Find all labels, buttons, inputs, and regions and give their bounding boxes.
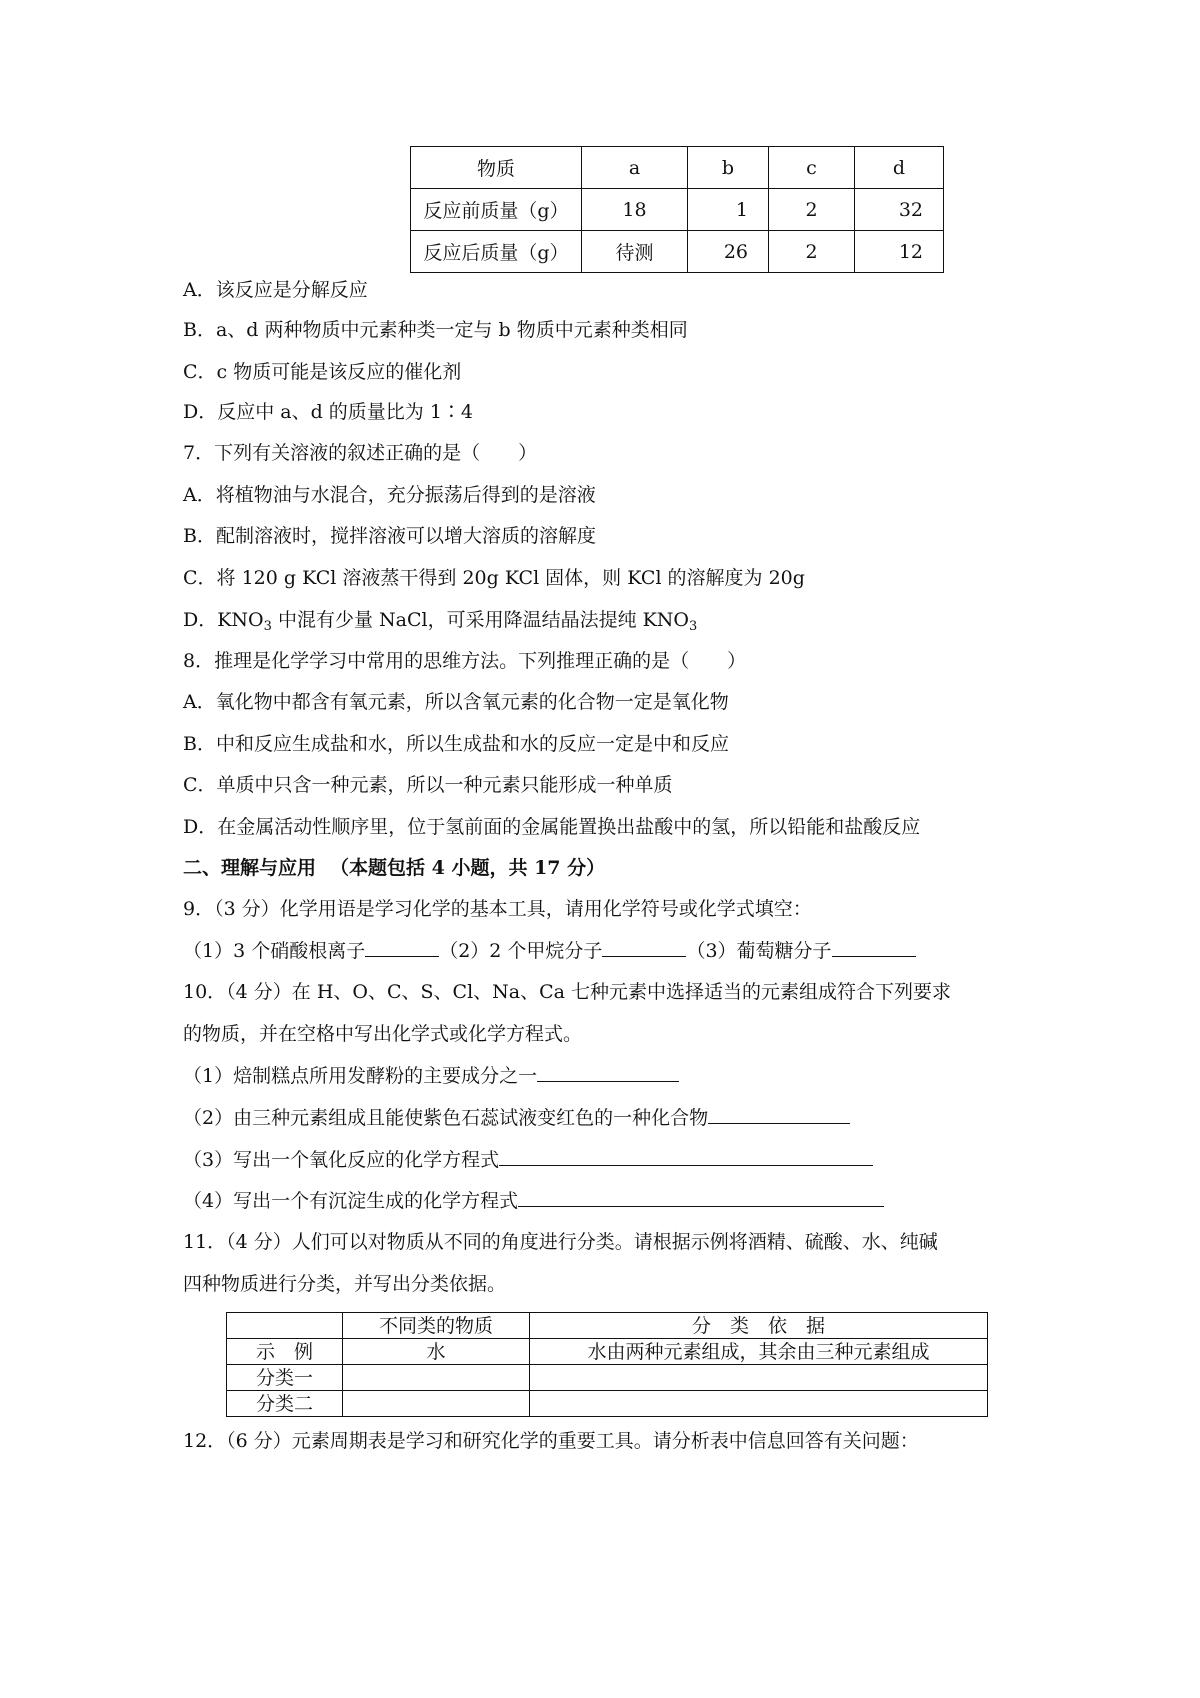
classification-table-row: [227, 1391, 988, 1417]
classification-table-header-cell: [227, 1313, 343, 1339]
q9-part-1: （1）3 个硝酸根离子: [183, 940, 366, 962]
answer-blank[interactable]: [708, 1105, 850, 1124]
classification-table-header-row: [227, 1313, 988, 1339]
q8-option-c: C．单质中只含一种元素，所以一种元素只能形成一种单质: [183, 774, 673, 796]
answer-blank[interactable]: [537, 1063, 679, 1082]
q6-option-a: A．该反应是分解反应: [183, 279, 368, 301]
classification-table-cell: 水由两种元素组成，其余由三种元素组成: [530, 1339, 988, 1365]
mass-table-header-cell: d: [855, 147, 944, 189]
answer-blank[interactable]: [365, 938, 439, 957]
section-heading: [183, 856, 605, 880]
answer-blank[interactable]: [602, 938, 686, 957]
q10-part-2-text: （2）由三种元素组成且能使紫色石蕊试液变红色的一种化合物: [183, 1107, 709, 1129]
q8-option-b: B．中和反应生成盐和水，所以生成盐和水的反应一定是中和反应: [183, 733, 729, 755]
q8-stem: 8．推理是化学学习中常用的思维方法。下列推理正确的是（ ）: [183, 650, 747, 672]
section-note: （本题包括 4 小题，共 17 分）: [330, 857, 606, 879]
q10-part-2: [183, 1105, 850, 1130]
q7-option-c: C．将 120 g KCl 溶液蒸干得到 20g KCl 固体，则 KCl 的溶解度为 20g: [183, 567, 805, 589]
mass-table-cell: 2: [769, 189, 855, 231]
q10-part-1-text: （1）焙制糕点所用发酵粉的主要成分之一: [183, 1065, 538, 1087]
mass-table-cell: 1: [688, 189, 769, 231]
q12-stem: 12．（6 分）元素周期表是学习和研究化学的重要工具。请分析表中信息回答有关问题：: [183, 1430, 919, 1452]
q10-part-4: [183, 1188, 884, 1213]
answer-cell[interactable]: [343, 1365, 530, 1391]
classification-table: [226, 1312, 988, 1417]
mass-table-header-row: [411, 147, 944, 189]
classification-table-cell: 示 例: [227, 1339, 343, 1365]
q10-part-4-text: （4）写出一个有沉淀生成的化学方程式: [183, 1190, 519, 1212]
answer-blank[interactable]: [499, 1147, 873, 1166]
mass-table-cell: 18: [582, 189, 688, 231]
q9-part-3: （3）葡萄糖分子: [686, 940, 832, 962]
q9-part-2: （2）2 个甲烷分子: [439, 940, 603, 962]
classification-table-cell: 分类二: [227, 1391, 343, 1417]
subscript: 3: [689, 619, 698, 634]
q8-option-a: A．氧化物中都含有氧元素，所以含氧元素的化合物一定是氧化物: [183, 691, 729, 713]
mass-table: [410, 146, 944, 273]
answer-cell[interactable]: [530, 1391, 988, 1417]
q6-option-b: B．a、d 两种物质中元素种类一定与 b 物质中元素种类相同: [183, 319, 688, 341]
q6-option-d: D．反应中 a、d 的质量比为 1∶4: [183, 401, 474, 423]
mass-table-row: [411, 231, 944, 273]
mass-table-cell: 32: [855, 189, 944, 231]
q10-stem-line-2: 的物质，并在空格中写出化学式或化学方程式。: [183, 1023, 583, 1045]
q10-part-3-text: （3）写出一个氧化反应的化学方程式: [183, 1149, 500, 1171]
subscript: 3: [263, 619, 272, 634]
answer-cell[interactable]: [343, 1391, 530, 1417]
answer-blank[interactable]: [832, 938, 916, 957]
mass-table-row: [411, 189, 944, 231]
q11-stem-line-2: 四种物质进行分类，并写出分类依据。: [183, 1273, 507, 1295]
mass-table-cell: 12: [855, 231, 944, 273]
classification-table-row: [227, 1339, 988, 1365]
classification-table-row: [227, 1365, 988, 1391]
q8-option-d: D．在金属活动性顺序里，位于氢前面的金属能置换出盐酸中的氢，所以铅能和盐酸反应: [183, 816, 921, 838]
mass-table-header-cell: a: [582, 147, 688, 189]
classification-table-cell: 分类一: [227, 1365, 343, 1391]
q10-stem-line-1: 10．（4 分）在 H、O、C、S、Cl、Na、Ca 七种元素中选择适当的元素组成符合下列要求: [183, 981, 952, 1003]
q7-stem: 7．下列有关溶液的叙述正确的是（ ）: [183, 442, 538, 464]
q7-option-a: A．将植物油与水混合，充分振荡后得到的是溶液: [183, 484, 596, 506]
q11-stem-line-1: 11．（4 分）人们可以对物质从不同的角度进行分类。请根据示例将酒精、硫酸、水、纯碱: [183, 1231, 938, 1253]
mass-table-header-cell: b: [688, 147, 769, 189]
mass-table-cell: 2: [769, 231, 855, 273]
q7-option-b: B．配制溶液时，搅拌溶液可以增大溶质的溶解度: [183, 525, 596, 547]
mass-table-cell: 26: [688, 231, 769, 273]
q7-option-d-text: D．KNO: [183, 609, 264, 631]
q7-option-d-text: 中混有少量 NaCl，可采用降温结晶法提纯 KNO: [271, 609, 690, 631]
mass-table-cell: 反应后质量（g）: [411, 231, 582, 273]
q10-part-1: [183, 1063, 679, 1088]
classification-table-header-cell: 分 类 依 据: [530, 1313, 988, 1339]
q10-part-3: [183, 1147, 873, 1172]
classification-table-cell: 水: [343, 1339, 530, 1365]
classification-table-header-cell: 不同类的物质: [343, 1313, 530, 1339]
q9-parts: [183, 938, 916, 963]
mass-table-cell: 反应前质量（g）: [411, 189, 582, 231]
mass-table-cell: 待测: [582, 231, 688, 273]
answer-cell[interactable]: [530, 1365, 988, 1391]
mass-table-header-cell: c: [769, 147, 855, 189]
section-title: 二、理解与应用: [183, 857, 317, 879]
answer-blank[interactable]: [518, 1188, 884, 1207]
mass-table-header-cell: 物质: [411, 147, 582, 189]
q6-option-c: C．c 物质可能是该反应的催化剂: [183, 361, 462, 383]
q9-stem: 9．（3 分）化学用语是学习化学的基本工具，请用化学符号或化学式填空：: [183, 898, 812, 920]
q7-option-d: [183, 608, 697, 632]
